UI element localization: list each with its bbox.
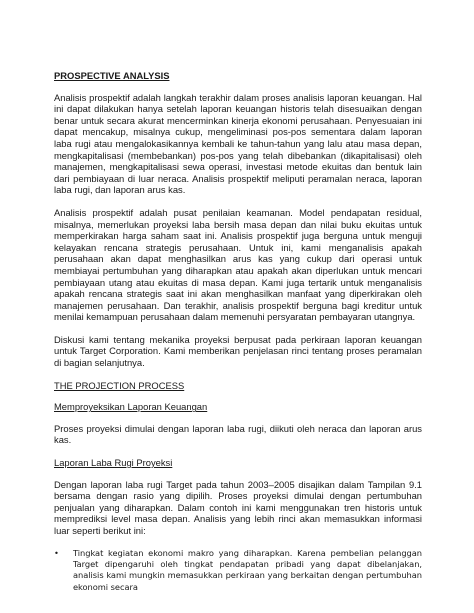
section-title: THE PROJECTION PROCESS bbox=[54, 379, 185, 391]
paragraph-2: Analisis prospektif adalah pusat penilaian keamanan. Model pendapatan residual, misalnya, memerlukan proyeksi laba bersih masa depan dan nilai buku ekuitas untuk memperkirakan harga saham saat ini. Analisis prospektif juga berguna untuk menguji kelayakan rencana strategis perusahaan. Untuk ini, kami menganalisis apakah perusahaan akan dapat menghasilkan arus kas yang cukup dari operasi untuk membiayai pertumbuhan yang diharapkan atau apakah akan diperlukan untuk mencari pembiayaan utang atau ekuitas di masa depan. Kami juga tertarik untuk menganalisis apakah rencana strategis saat ini akan menghasilkan manfaat yang diperkirakan oleh manajemen perusahaan. Dan terakhir, analisis prospektif berguna bagi kreditur untuk menilai kemampuan perusahaan dalam memenuhi persyaratan pembayaran utangnya. bbox=[54, 206, 422, 323]
subsection-text-projecting-statements: Proses proyeksi dimulai dengan laporan laba rugi, diikuti oleh neraca dan laporan arus kas. bbox=[54, 422, 422, 446]
bullet-list bbox=[54, 548, 422, 594]
bullet-icon: • bbox=[54, 547, 59, 558]
list-item bbox=[54, 548, 422, 594]
document-heading: PROSPECTIVE ANALYSIS bbox=[54, 70, 170, 81]
subsection-text-projected-income-statement: Dengan laporan laba rugi Target pada tahun 2003–2005 disajikan dalam Tampilan 9.1 bersama dengan rasio yang dipilih. Proses proyeksi dimulai dengan pertumbuhan penjualan yang diharapkan. Dalam contoh ini kami menggunakan tren historis untuk memprediksi level masa depan. Analisis yang lebih rinci akan memasukkan informasi luar seperti berikut ini: bbox=[54, 478, 422, 536]
subsection-title-projected-income-statement: Laporan Laba Rugi Proyeksi bbox=[54, 457, 173, 469]
document-body bbox=[54, 70, 422, 593]
subsection-title-projecting-statements: Memproyeksikan Laporan Keuangan bbox=[54, 401, 208, 413]
paragraph-3: Diskusi kami tentang mekanika proyeksi berpusat pada perkiraan laporan keuangan untuk Target Corporation. Kami memberikan penjelasan rinci tentang proses peramalan di bagian selanjutnya. bbox=[54, 333, 422, 369]
list-item-text: Tingkat kegiatan ekonomi makro yang diharapkan. Karena pembelian pelanggan Target dipengaruhi oleh tingkat pendapatan pribadi yang dapat dibelanjakan, analisis kami mungkin memasukkan perkiraan yang berkaitan dengan pertumbuhan ekonomi secara bbox=[73, 547, 422, 592]
paragraph-1: Analisis prospektif adalah langkah terakhir dalam proses analisis laporan keuangan. Hal ini dapat dilakukan hanya setelah laporan keuangan historis telah disesuaikan dengan benar untuk secara akurat mencerminkan kinerja ekonomi perusahaan. Penyesuaian ini dapat mencakup, misalnya cukup, mengeliminasi pos-pos sementara dalam laporan laba rugi atau mengalokasikannya kembali ke tahun-tahun yang lalu atau masa depan, mengkapitalisasi (membebankan) pos-pos yang telah dibebankan (dikapitalisasi) oleh manajemen, mengkapitalisasi sewa operasi, investasi metode ekuitas dan bentuk lain dari pembiayaan di luar neraca. Analisis prospektif meliputi peramalan neraca, laporan laba rugi, dan laporan arus kas. bbox=[54, 91, 422, 196]
